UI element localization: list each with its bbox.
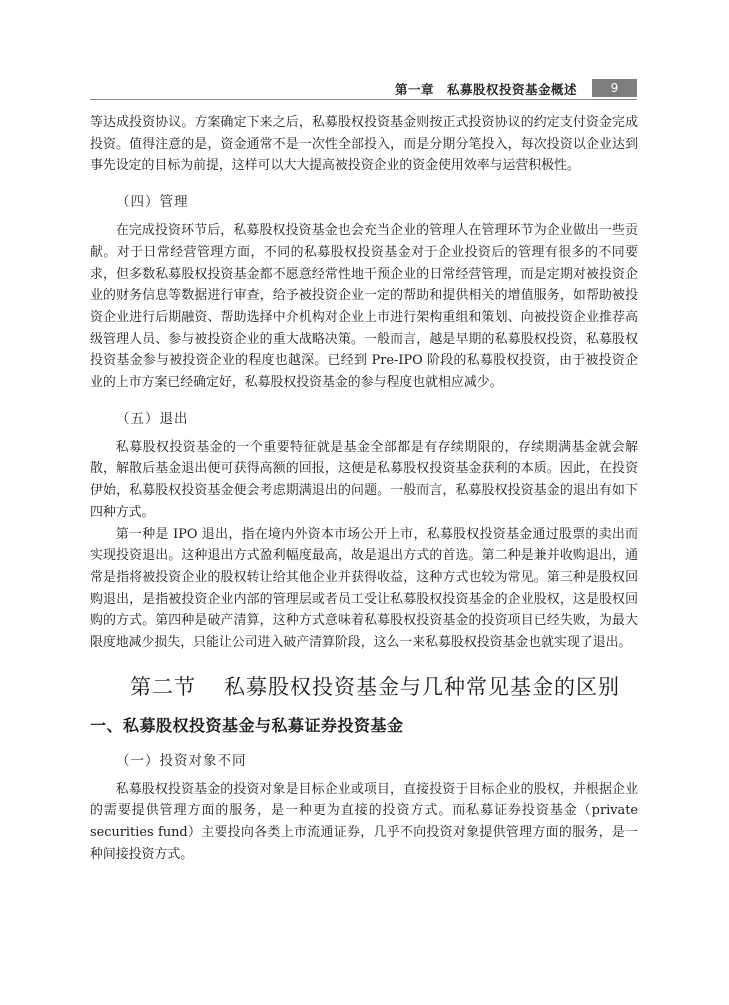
paragraph: 私募股权投资基金的一个重要特征就是基金全部都是有存续期限的，存续期满基金就会解散，解散后基金退出便可获得高额的回报，这便是私募股权投资基金获利的本质。因此，在投资伊始，私募股权投资基金便会考虑期满退出的问题。一般而言，私募股权投资基金的退出有如下四种方式。 [90,439,638,520]
page-number: 9 [592,79,637,97]
subheading-exit: （五）退出 [116,410,189,427]
paragraph: 等达成投资协议。方案确定下来之后，私募股权投资基金则按正式投资协议的约定支付资金完成投资。值得注意的是，资金通常不是一次性全部投入，而是分期分笔投入，每次投资以企业达到事先设定的目标为前提，这样可以大大提高被投资企业的资金使用效率与运营积极性。 [90,115,638,174]
section-title-text: 私募股权投资基金与几种常见基金的区别 [224,674,620,699]
paragraph: 私募股权投资基金的投资对象是目标企业或项目，直接投资于目标企业的股权，并根据企业的需要提供管理方面的服务，是一种更为直接的投资方式。而私募证券投资基金（private securities fund）主要投向各类上市流通证券，几乎不向投资对象提供管理方面的服务，是一种间接投资方式。 [90,781,638,862]
page-body [90,112,638,866]
paragraph: 第一种是 IPO 退出，指在境内外资本市场公开上市，私募股权投资基金通过股票的卖出而实现投资退出。这种退出方式盈利幅度最高，故是退出方式的首选。第二种是兼并收购退出，通常是指将被投资企业的股权转让给其他企业并获得收益，这种方式也较为常见。第三种是股权回购退出，是指被投资企业内部的管理层或者员工受让私募股权投资基金的企业股权，这是股权回购的方式。第四种是破产清算，这种方式意味着私募股权投资基金的投资项目已经失败，为最大限度地减少损失，只能让公司进入破产清算阶段，这么一来私募股权投资基金也就实现了退出。 [90,526,638,651]
section-number: 第二节 [130,674,196,699]
heading-level2: 一、私募股权投资基金与私募证券投资基金 [90,715,404,735]
running-header [90,79,637,99]
subheading-investment-target: （一）投资对象不同 [116,752,247,769]
paragraph: 在完成投资环节后，私募股权投资基金也会充当企业的管理人在管理环节为企业做出一些贡献。对于日常经营管理方面，不同的私募股权投资基金对于企业投资后的管理有很多的不同要求，但多数私募股权投资基金都不愿意经常性地干预企业的日常经营管理，而是定期对被投资企业的财务信息等数据进行审查，给予被投资企业一定的帮助和提供相关的增值服务，如帮助被投资企业进行后期融资、帮助选择中介机构对企业上市进行架构重组和策划、向被投资企业推荐高级管理人员、参与被投资企业的重大战略决策。一般而言，越是早期的私募股权投资，私募股权投资基金参与被投资企业的程度也越深。已经到 Pre-IPO 阶段的私募股权投资，由于被投资企业的上市方案已经确定好，私募股权投资基金的参与程度也就相应减少。 [90,223,638,391]
header-rule [90,99,637,100]
section-title [130,671,638,701]
chapter-title: 第一章 私募股权投资基金概述 [394,82,577,97]
subheading-management: （四）管理 [116,194,189,211]
